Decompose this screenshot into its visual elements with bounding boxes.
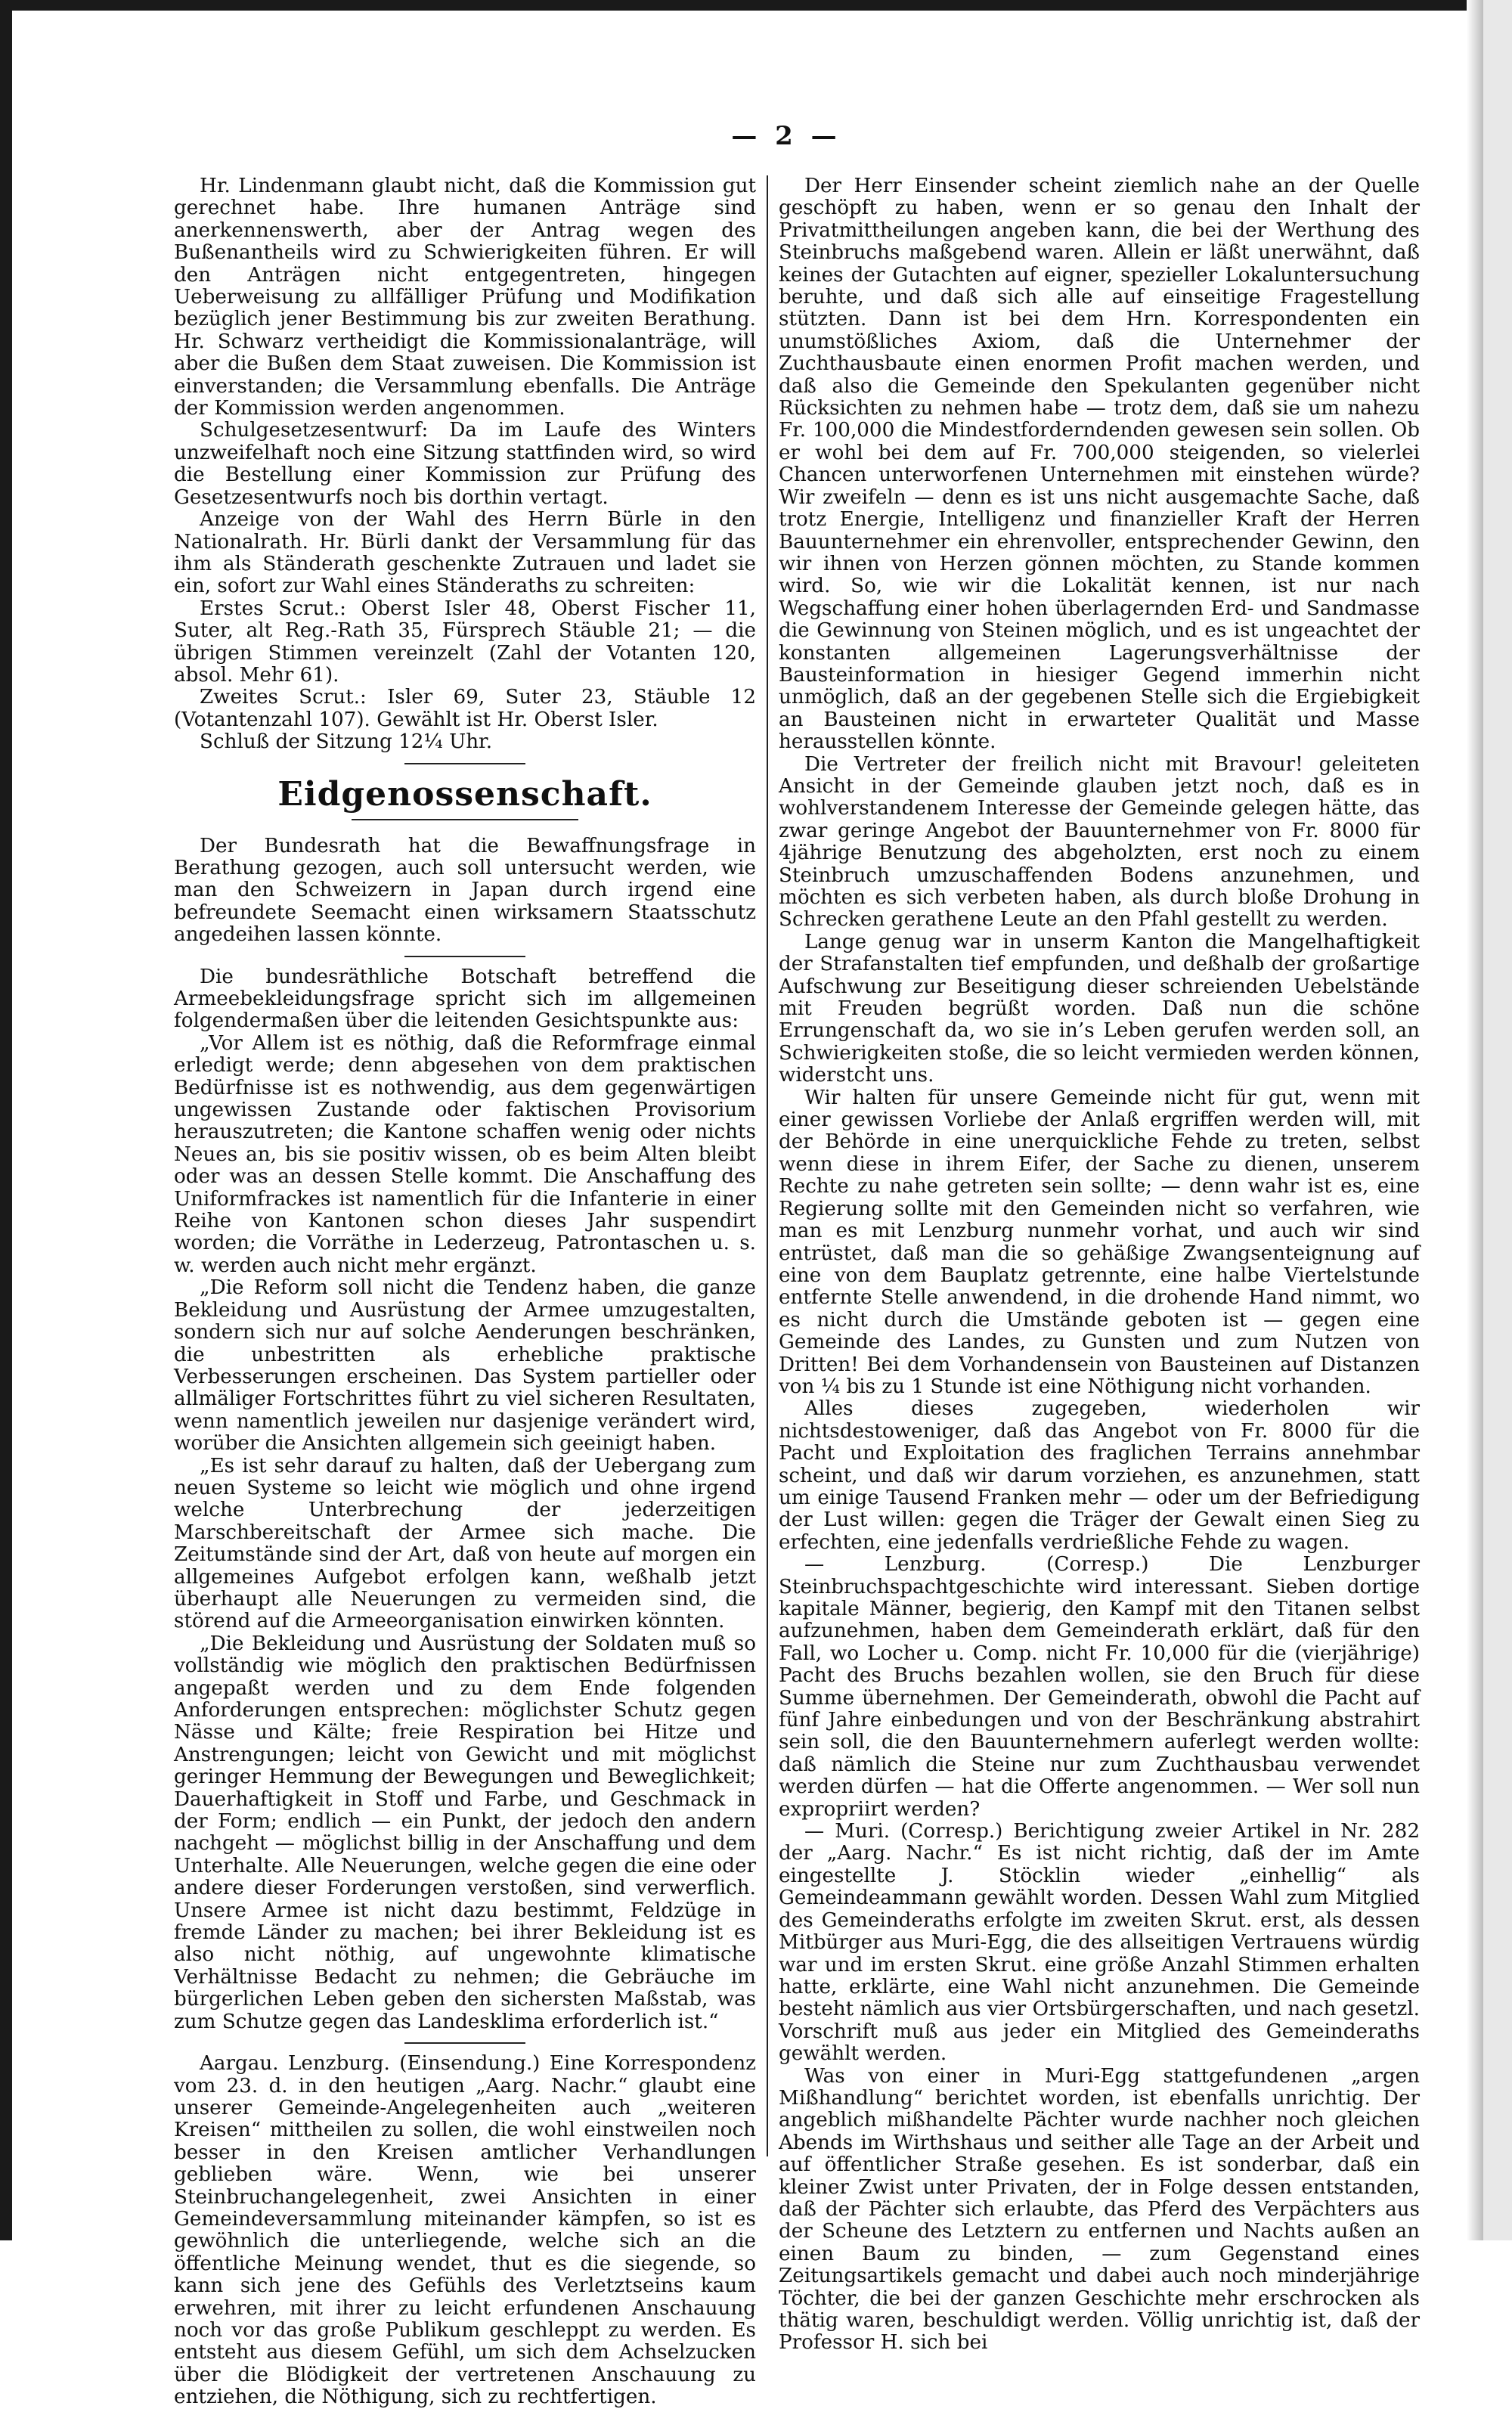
article-paragraph: Alles dieses zugegeben, wiederholen wir nichtsdestoweniger, daß das Angebot von Fr. 8000 für die Pacht und Exploitation des fraglichen Terrains annehmbar scheint, und daß wir darum vorziehen, es anzunehmen, statt um einige Tausend Franken mehr — oder um der Befriedigung der Lust willen: gegen die Träger der Gewalt einen Sieg zu erfechten, eine jedenfalls verdrießliche Fehde zu wagen. — [779, 1397, 1420, 1554]
left-column — [174, 175, 756, 2409]
section-divider — [404, 763, 525, 764]
section-title-underline — [352, 819, 578, 820]
article-paragraph: „Die Reform soll nicht die Tendenz haben, die ganze Bekleidung und Ausrüstung der Armee umzugestalten, sondern sich nur auf solche Aenderungen beschränken, die unbestritten als erhebliche praktische Verbesserungen erscheinen. Das System partieller oder allmäliger Fortschrittes führt zu viel sicheren Resultaten, wenn namentlich jeweilen nur dasjenige verändert wird, worüber die Ansichten allgemein sich geeinigt haben. — [174, 1276, 756, 1456]
article-paragraph: Wir halten für unsere Gemeinde nicht für gut, wenn mit einer gewissen Vorliebe der Anlaß ergriffen werden will, mit der Behörde in eine unerquickliche Fehde zu treten, selbst wenn diese in ihrem Eifer, der Sache zu dienen, unserem Rechte zu nahe getreten sein sollte; — denn wahr ist es, eine Regierung sollte mit den Gemeinden nicht so verfahren, wie man es mit Lenzburg nunmehr vorhat, und auch wir sind entrüstet, daß man die so gehäßige Zwangsenteignung auf eine von dem Bauplatz getrennte, eine halbe Viertelstunde entfernte Stelle anwendend, in die drohende Hand nimmt, wo es nicht durch die Umstände geboten ist — gegen eine Gemeinde des Landes, zu Gunsten und zum Nutzen von Dritten! Bei dem Vorhandensein von Bausteinen auf Distanzen von ¼ bis zu 1 Stunde ist eine Nöthigung nicht vorhanden. — [779, 1086, 1420, 1398]
article-divider — [404, 956, 525, 957]
article-paragraph: Was von einer in Muri-Egg stattgefundenen „argen Mißhandlung“ berichtet worden, ist ebenfalls unrichtig. Der angeblich mißhandelte Pächter wurde nachher noch gleichen Abends im Wirthshaus und seither alle Tage an der Arbeit und auf öffentlicher Straße gesehen. Es ist sonderbar, daß ein kleiner Zwist unter Privaten, der in Folge dessen entstanden, daß der Pächter sich erlaubte, das Pferd des Verpächters aus der Scheune des Letztern zu entfernen und Nachts außen an einen Baum zu binden, — zum Gegenstand eines Zeitungsartikels gemacht und dabei auch noch minderjährige Töchter, die bei der ganzen Geschichte mehr erschrocken als thätig waren, beschuldigt werden. Völlig unrichtig ist, daß der Professor H. sich bei — [779, 2064, 1420, 2355]
scan-border-right — [1483, 0, 1512, 2240]
article-paragraph: Schluß der Sitzung 12¼ Uhr. — [200, 730, 493, 754]
article-paragraph: „Vor Allem ist es nöthig, daß die Reformfrage einmal erledigt werde; denn abgesehen von dem praktischen Bedürfnisse ist es nothwendig, aus dem gegenwärtigen ungewissen Zustande oder faktischen Provisorium herauszutreten; die Kantone schaffen wenig oder nichts Neues an, bis sie positiv wissen, ob es beim Alten bleibt oder was an dessen Stelle kommt. Die Anschaffung des Uniformfrackes ist namentlich für die Infanterie in einer Reihe von Kantonen schon dieses Jahr suspendirt worden; die Vorräthe in Lederzeug, Patrontaschen u. s. w. werden auch nicht mehr ergänzt. — [174, 1031, 756, 1277]
page-number: — 2 — — [731, 121, 841, 151]
article-paragraph: Erstes Scrut.: Oberst Isler 48, Oberst Fischer 11, Suter, alt Reg.-Rath 35, Fürsprech Stäuble 21; — die übrigen Stimmen vereinzelt (Zahl der Votanten 120, absol. Mehr 61). — [174, 597, 756, 687]
article-paragraph: Der Bundesrath hat die Bewaffnungsfrage in Berathung gezogen, auch soll untersucht werden, wie man den Schweizern in Japan durch irgend eine befreundete Seemacht einen wirksamern Staatsschutz angedeihen lassen könnte. — [174, 834, 756, 947]
article-paragraph: Die bundesräthliche Botschaft betreffend die Armeebekleidungsfrage spricht sich im allgemeinen folgendermaßen über die leitenden Gesichtspunkte aus: — [174, 965, 756, 1033]
article-paragraph: Hr. Lindenmann glaubt nicht, daß die Kommission gut gerechnet habe. Ihre humanen Anträge sind anerkennenswerth, aber der Antrag wegen des Bußenantheils wird zu Schwierigkeiten führen. Er will den Anträgen nicht entgegentreten, hingegen Ueberweisung zu allfälliger Prüfung und Modifikation bezüglich jener Bestimmung bis zur zweiten Berathung. Hr. Schwarz vertheidigt die Kommissionalanträge, will aber die Bußen dem Staat zuweisen. Die Kommission ist einverstanden; die Versammlung ebenfalls. Die Anträge der Kommission werden angenommen. — [174, 175, 756, 420]
article-paragraph: Die Vertreter der freilich nicht mit Bravour! geleiteten Ansicht in der Gemeinde glauben jetzt noch, daß es in wohlverstandenem Interesse der Gemeinde gelegen hätte, das zwar geringe Angebot der Bauunternehmer von Fr. 8000 für 4jährige Benutzung des abgeholzten, erst noch zu einem Steinbruch umzuschaffenden Bodens anzunehmen, und möchten es sich verbeten haben, als durch bloße Drohung in Schrecken gerathene Leute an den Pfahl gestellt zu werden. — [779, 752, 1420, 932]
right-column — [779, 175, 1420, 2355]
article-paragraph: Schulgesetzesentwurf: Da im Laufe des Winters unzweifelhaft noch eine Sitzung stattfinden wird, so wird die Bestellung einer Kommission zur Prüfung des Gesetzesentwurfs noch bis dorthin vertagt. — [174, 419, 756, 509]
scan-border-top — [0, 0, 1512, 11]
article-paragraph: — Muri. (Corresp.) Berichtigung zweier Artikel in Nr. 282 der „Aarg. Nachr.“ Es ist nicht richtig, daß der im Amte eingestellte J. Stöcklin wieder „einhellig“ als Gemeindeammann gewählt worden. Dessen Wahl zum Mitglied des Gemeinderaths erfolgte im zweiten Skrut. erst, als dessen Mitbürger aus Muri-Egg, die des allseitigen Vertrauens würdig war und im ersten Skrut. eine größe Anzahl Stimmen erhalten hatte, erklärte, eine Wahl nicht anzunehmen. Die Gemeinde besteht nämlich aus vier Ortsbürgerschaften, und nach gesetzl. Vorschrift muß aus jeder ein Mitglied des Gemeinderaths gewählt werden. — [779, 1820, 1420, 2066]
article-paragraph: Anzeige von der Wahl des Herrn Bürle in den Nationalrath. Hr. Bürli dankt der Versammlung für das ihm als Ständerath geschenkte Zutrauen und ladet sie ein, sofort zur Wahl eines Ständeraths zu schreiten: — [174, 508, 756, 598]
article-paragraph: Lange genug war in unserm Kanton die Mangelhaftigkeit der Strafanstalten tief empfunden, und deßhalb der großartige Aufschwung zur Beseitigung dieser schreienden Uebelstände mit Freuden begrüßt worden. Daß nun die schöne Errungenschaft da, wo sie in’s Leben gerufen werden soll, an Schwierigkeiten stoße, die so leicht vermieden werden können, widerstcht uns. — [779, 930, 1420, 1087]
article-divider — [404, 2042, 525, 2044]
article-paragraph: Der Herr Einsender scheint ziemlich nahe an der Quelle geschöpft zu haben, wenn er so genau den Inhalt der Privatmittheilungen angeben kann, die bei der Werthung des Steinbruchs maßgebend waren. Allein er läßt unerwähnt, daß keines der Gutachten auf eigner, spezieller Lokaluntersuchung beruhte, und daß sich alle auf einseitige Fragestellung stützten. Dann ist bei dem Hrn. Korrespondenten ein unumstößliches Axiom, daß die Unternehmer der Zuchthausbaute einen enormen Profit machen werden, und daß also die Gemeinde den Spekulanten gegenüber nicht Rücksichten zu nehmen habe — trotz dem, daß sie um nahezu Fr. 100,000 die Mindestforderndenden gewesen sein sollen. Ob er wohl bei dem auf Fr. 700,000 steigenden, so vielerlei Chancen unterworfenen Unternehmen mit einstehen würde? Wir zweifeln — denn es ist uns nicht ausgemachte Sache, daß trotz Energie, Intelligenz und finanzieller Kraft der Herren Bauunternehmer ein ehrenvoller, entsprechender Gewinn, den wir ihnen von Herzen gönnen möchten, zu Stande kommen wird. So, wie wir die Lokalität kennen, ist nur nach Wegschaffung einer hohen überlagernden Erd- und Sandmasse die Gewinnung von Steinen möglich, und es ist ungeachtet der konstanten allgemeinen Lagerungsverhältnisse der Bausteinformation in hiesiger Gegend immerhin nicht unmöglich, daß an der gegebenen Stelle sich die Ergiebigkeit an Bausteinen nicht in erwarteter Qualität und Masse herausstellen könnte. — [779, 175, 1420, 754]
article-paragraph: Zweites Scrut.: Isler 69, Suter 23, Stäuble 12 (Votantenzahl 107). Gewählt ist Hr. Oberst Isler. — [174, 686, 756, 731]
column-rule — [767, 175, 768, 2156]
article-paragraph: „Es ist sehr darauf zu halten, daß der Uebergang zum neuen Systeme so leicht wie möglich und ohne irgend welche Unterbrechung der jederzeitigen Marschbereitschaft der Armee sich mache. Die Zeitumstände sind der Art, daß von heute auf morgen ein allgemeines Aufgebot erfolgen kann, weßhalb jetzt überhaupt alle Neuerungen zu vermeiden sind, die störend auf die Armeeorganisation einwirken könnten. — [174, 1454, 756, 1633]
article-paragraph: — Lenzburg. (Corresp.) Die Lenzburger Steinbruchspachtgeschichte wird interessant. Sieben dortige kapitale Männer, begierig, den Kampf mit den Titanen selbst aufzunehmen, haben dem Gemeinderath erklärt, daß für den Fall, wo Locher u. Comp. nicht Fr. 10,000 für die (vierjährige) Pacht des Bruchs bezahlen wollen, sie den Bruch für diese Summe übernehmen. Der Gemeinderath, obwohl die Pacht auf fünf Jahre einbedungen und von der Beschränkung abstrahirt sein soll, die den Bauunternehmern auferlegt werden wollte: daß nämlich die Steine nur zum Zuchthausbau verwendet werden dürfen — hat die Offerte angenommen. — Wer soll nun expropriirt werden? — [779, 1553, 1420, 1821]
article-paragraph: Aargau. Lenzburg. (Einsendung.) Eine Korrespondenz vom 23. d. in den heutigen „Aarg. Nachr.“ glaubt eine unserer Gemeinde-Angelegenheiten auch „weiteren Kreisen“ mittheilen zu sollen, die wohl einstweilen noch besser in den Kreisen amtlicher Verhandlungen geblieben wäre. Wenn, wie bei unserer Steinbruchangelegenheit, zwei Ansichten in einer Gemeindeversammlung miteinander kämpfen, so ist es gewöhnlich die unterliegende, welche sich an die öffentliche Meinung wendet, thut es die siegende, so kann sich jene des Gefühls des Verletztseins kaum erwehren, mit ihrer zu leicht erfundenen Anschauung noch vor das große Publikum geschleppt zu werden. Es entsteht aus diesem Gefühl, um sich dem Achselzucken über die Blödigkeit der vertretenen Anschauung zu entziehen, die Nöthigung, sich zu rechtfertigen. — [174, 2052, 756, 2409]
scan-shadow-right — [1467, 0, 1483, 2240]
scan-border-left — [0, 0, 12, 2240]
article-paragraph: „Die Bekleidung und Ausrüstung der Soldaten muß so vollständig wie möglich den praktischen Bedürfnissen angepaßt werden und zu dem Ende folgenden Anforderungen entsprechen: möglichster Schutz gegen Nässe und Kälte; freie Respiration bei Hitze und Anstrengungen; leicht von Gewicht und mit möglichst geringer Hemmung der Bewegungen und Beweglichkeit; Dauerhaftigkeit in Stoff und Farbe, und Geschmack in der Form; endlich — ein Punkt, der jedoch den andern nachgeht — möglichst billig in der Anschaffung und dem Unterhalte. Alle Neuerungen, welche gegen die eine oder andere dieser Forderungen verstoßen, sind verwerflich. Unsere Armee ist nicht dazu bestimmt, Feldzüge in fremde Länder zu machen; bei ihrer Bekleidung ist es also nicht nöthig, auf ungewohnte klimatische Verhältnisse Bedacht zu nehmen; die Gebräuche im bürgerlichen Leben geben den sichersten Maßstab, was zum Schutze gegen das Landesklima erforderlich ist.“ — [174, 1632, 756, 2033]
section-title: Eidgenossenschaft. — [277, 774, 652, 814]
